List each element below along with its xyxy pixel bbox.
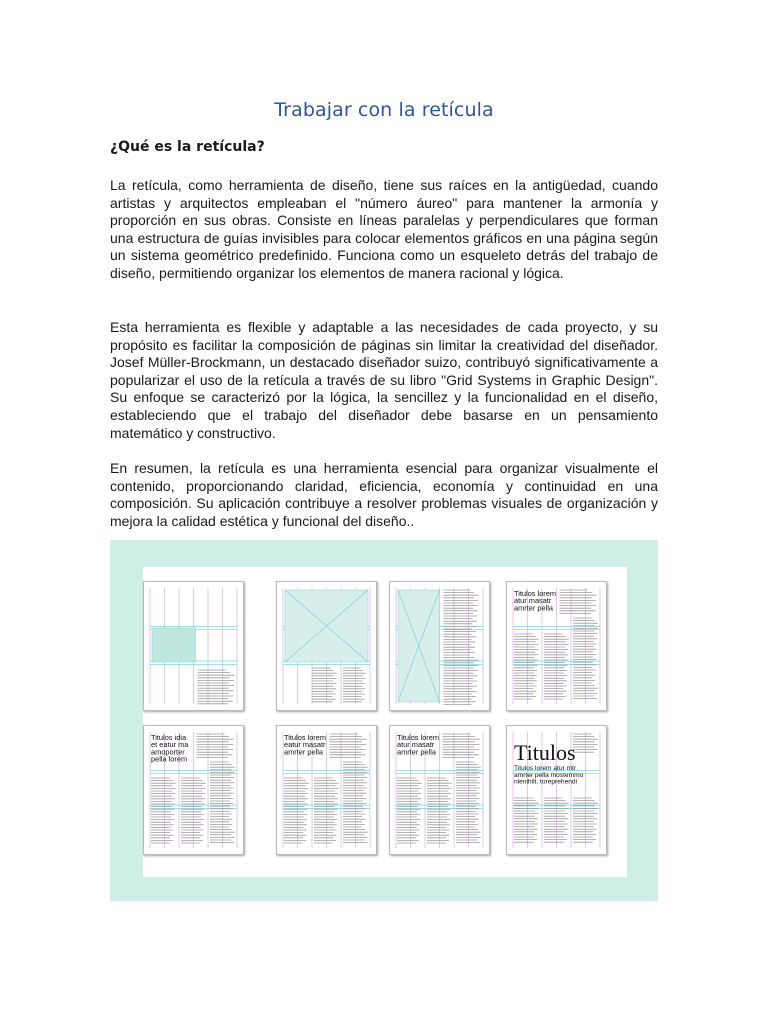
svg-text:Titulos lorem: Titulos lorem xyxy=(514,589,557,598)
svg-text:Titulos: Titulos xyxy=(514,740,576,765)
svg-text:pella lorem: pella lorem xyxy=(151,754,188,764)
svg-text:amrter pella: amrter pella xyxy=(284,747,324,757)
grid-thumbnail-4 xyxy=(506,581,607,711)
grid-thumbnail-3 xyxy=(389,581,490,711)
paragraph-1: La retícula, como herramienta de diseño, tiene sus raíces en la antigüedad, cuando artistas y arquitectos empleaban el "número áureo" para mantener la armonía y proporción en sus obras. Consiste en líneas paralelas y perpendiculares que forman una estructura de guías invisibles para colocar elementos gráficos en una página según un sistema geométrico predefinido. Funciona como un esqueleto detrás del trabajo de diseño, permitiendo organizar los elementos de manera racional y lógica. xyxy=(110,177,658,281)
grid-examples-figure xyxy=(110,540,658,901)
svg-text:amrter pella: amrter pella xyxy=(514,603,554,613)
page-title: Trabajar con la retícula xyxy=(274,99,494,121)
svg-text:amoporter: amoporter xyxy=(151,747,185,757)
svg-text:atur masatr: atur masatr xyxy=(514,596,552,606)
svg-text:Titulos lorem: Titulos lorem xyxy=(397,733,440,742)
svg-text:eatur masatr: eatur masatr xyxy=(284,740,326,750)
grid-thumbnail-7 xyxy=(389,725,490,855)
grid-thumbnail-1 xyxy=(143,581,244,711)
svg-text:Titulos idia: Titulos idia xyxy=(151,733,187,742)
svg-text:Titulos lorem: Titulos lorem xyxy=(284,733,327,742)
svg-text:Titulos lorem atur mtr: Titulos lorem atur mtr xyxy=(514,765,577,772)
svg-text:atur masatr: atur masatr xyxy=(397,740,435,750)
paragraph-2: Esta herramienta es flexible y adaptable a las necesidades de cada proyecto, y su propósito es facilitar la composición de páginas sin limitar la creatividad del diseñador. Josef Müller-Brockmann, un destacado diseñador suizo, contribuyó significativamente a popularizar el uso de la retícula a través de su libro "Grid Systems in Graphic Design". Su enfoque se caracterizó por la lógica, la sencillez y la funcionalidad en el diseño, estableciendo que el trabajo del diseñador debe basarse en un pensamiento matemático y constructivo. xyxy=(110,319,658,441)
section-heading: ¿Qué es la retícula? xyxy=(110,139,265,155)
grid-thumbnail-2 xyxy=(276,581,377,711)
svg-text:et eatur ma: et eatur ma xyxy=(151,740,189,750)
grid-thumbnail-6 xyxy=(276,725,377,855)
figure-sheet xyxy=(143,567,627,877)
grid-thumbnail-8 xyxy=(506,725,607,855)
svg-text:nlenihilt, toreprehendi: nlenihilt, toreprehendi xyxy=(514,778,578,786)
paragraph-3: En resumen, la retícula es una herramienta esencial para organizar visualmente el contenido, proporcionando claridad, eficiencia, economía y continuidad en una composición. Su aplicación contribuye a resolver problemas visuales de organización y mejora la calidad estética y funcional del diseño.. xyxy=(110,460,658,529)
grid-thumbnail-5 xyxy=(143,725,244,855)
svg-text:amrter pella mostemmo: amrter pella mostemmo xyxy=(514,771,584,779)
svg-text:amrter pella: amrter pella xyxy=(397,747,437,757)
